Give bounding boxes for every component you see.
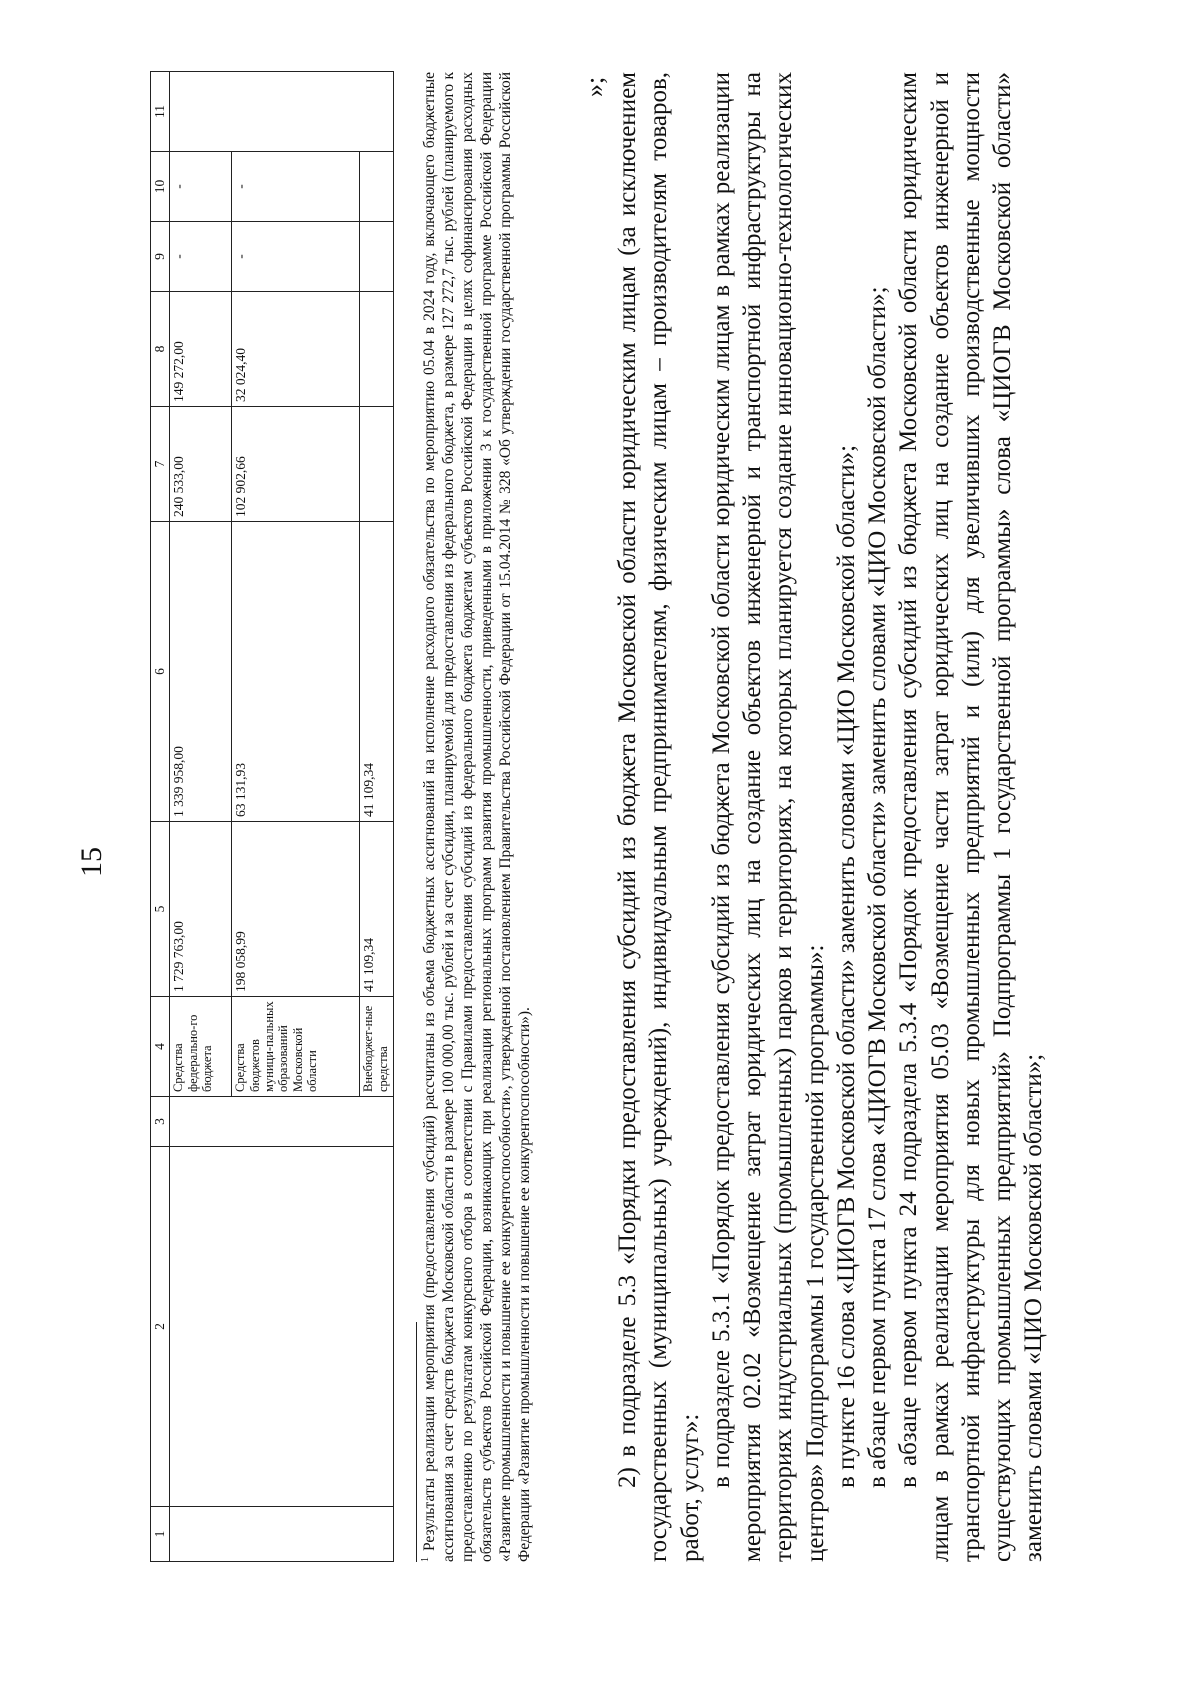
paragraph: 2) в подразделе 5.3 «Порядки предоставления субсидий из бюджета Московской области юридическим лицам (за исключением государственных (муниципальных) учреждений), индивидуальным предпринимателям, физическим лицам – производителям товаров, работ, услуг»: (614, 72, 704, 1562)
value-cell (360, 407, 394, 522)
empty-cell (170, 72, 394, 152)
empty-cell (170, 1507, 394, 1562)
funding-source-cell: Средства бюджетов муници-пальных образований Московской области (232, 997, 360, 1097)
header-cell: 3 (151, 1097, 170, 1147)
value-cell: 102 902,66 (232, 407, 360, 522)
header-cell: 2 (151, 1147, 170, 1507)
body-text (612, 72, 1050, 1562)
header-cell: 1 (151, 1507, 170, 1562)
value-cell: - (232, 222, 360, 292)
budget-table (150, 71, 394, 1562)
header-cell: 4 (151, 997, 170, 1097)
value-cell (360, 152, 394, 222)
footnote-text: Результаты реализации мероприятия (предоставления субсидий) рассчитаны из объема бюджетных ассигнований на исполнение расходного обязательства по мероприятию 05.04 в 2024 году, включающего бюджетные ассигнования за счет средств бюджета Московской области в размере 100 000,00 тыс. рублей и за счет субсидии, планируемой для предоставления из федерального бюджета, в размере 127 272,7 тыс. рублей (планируемого к предоставлению по результатам конкурсного отбора в соответствии с Правилами предоставления субсидий из федерального бюджета бюджетам субъектов Российской Федерации в целях софинансирования расходных обязательств субъектов Российской Федерации, возникающих при реализации региональных программ развития промышленности, приведенными в приложении 3 к государственной программе Российской Федерации «Развитие промышленности и повышение ее конкурентоспособности», утвержденной постановлением Правительства Российской Федерации от 15.04.2014 № 328 «Об утверждении государственной программы Российской Федерации «Развитие промышленности и повышение ее конкурентоспособности»). (421, 71, 533, 1562)
paragraph: в подразделе 5.3.1 «Порядок предоставления субсидий из бюджета Московской области юридическим лицам в рамках реализации мероприятия 02.02 «Возмещение затрат юридических лиц на создание объектов инженерной и транспортной инфраструктуры на территориях индустриальных (промышленных) парков и территориях, на которых планируется создание инновационно-технологических центров» Подпрограммы 1 государственной программы»: (707, 72, 829, 1562)
value-cell: 198 058,99 (232, 822, 360, 997)
value-cell: - (170, 152, 232, 222)
funding-source-cell: Средства федерально-го бюджета (170, 997, 232, 1097)
value-cell (360, 292, 394, 407)
closing-quote: »; (580, 76, 609, 97)
value-cell: 32 024,40 (232, 292, 360, 407)
header-cell: 8 (151, 292, 170, 407)
value-cell: - (170, 222, 232, 292)
table-header-row (151, 72, 170, 1562)
footnote-separator (416, 1322, 417, 1562)
value-cell: 1 729 763,00 (170, 822, 232, 997)
empty-cell (170, 1097, 394, 1147)
table-row (170, 72, 232, 1562)
header-cell: 5 (151, 822, 170, 997)
footnote (420, 72, 535, 1562)
empty-cell (170, 1147, 394, 1507)
page-number: 15 (75, 847, 108, 877)
value-cell: 63 131,93 (232, 522, 360, 822)
value-cell (360, 222, 394, 292)
header-cell: 10 (151, 152, 170, 222)
value-cell: 240 533,00 (170, 407, 232, 522)
funding-source-cell: Внебюджет-ные средства (360, 997, 394, 1097)
paragraph: в пункте 16 слова «ЦИОГВ Московской области» заменить словами «ЦИО Московской области»; (832, 444, 860, 1488)
value-cell: - (232, 152, 360, 222)
paragraph: в абзаце первом пункта 24 подраздела 5.3.4 «Порядок предоставления субсидий из бюджета Московской области юридическим лицам в рамках реализации мероприятия 05.03 «Возмещение части затрат юридических лиц на создание объектов инженерной и транспортной инфраструктуры для новых промышленных предприятий и (или) для увеличивших производственные мощности существующих промышленных предприятий» Подпрограммы 1 государственной программы» слова «ЦИОГВ Московской области» заменить словами «ЦИО Московской области»; (895, 72, 1048, 1562)
header-cell: 11 (151, 72, 170, 152)
value-cell: 41 109,34 (360, 822, 394, 997)
value-cell: 1 339 958,00 (170, 522, 232, 822)
value-cell: 41 109,34 (360, 522, 394, 822)
header-cell: 9 (151, 222, 170, 292)
header-cell: 6 (151, 522, 170, 822)
header-cell: 7 (151, 407, 170, 522)
paragraph: в абзаце первом пункта 17 слова «ЦИОГВ Московской области» заменить словами «ЦИО Московской области»; (864, 286, 891, 1488)
value-cell: 149 272,00 (170, 292, 232, 407)
footnote-marker: 1 (420, 1557, 431, 1562)
